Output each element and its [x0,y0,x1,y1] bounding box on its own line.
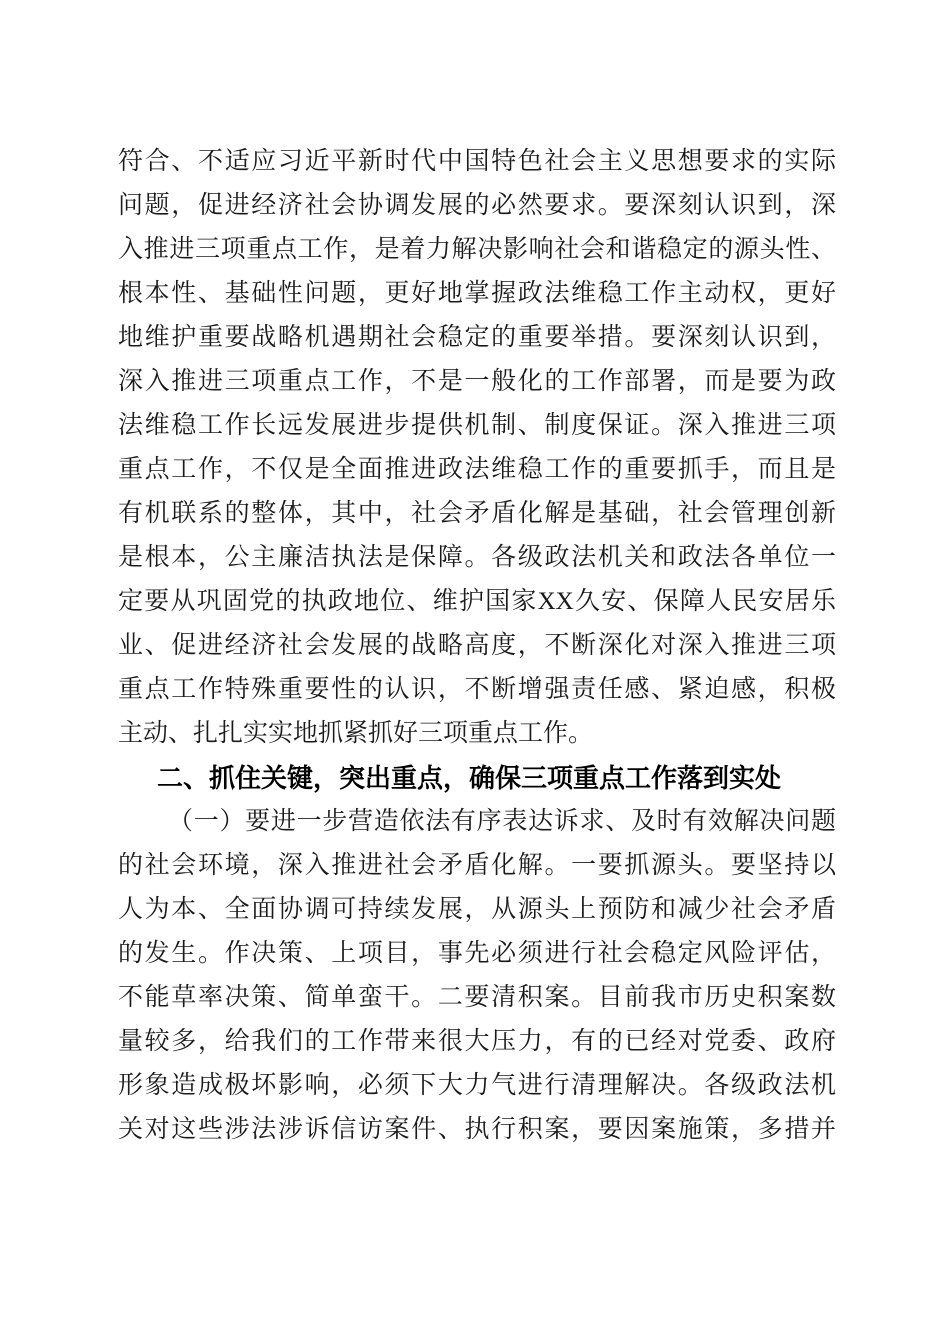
text-line: 深入推进三项重点工作，不是一般化的工作部署，而是要为政 [118,368,836,395]
text-line: 关对这些涉法涉诉信访案件、执行积案，要因案施策，多措并 [118,1116,836,1143]
text-line: （一）要进一步营造依法有序表达诉求、及时有效解决问题 [168,808,836,835]
text-line: 法维稳工作长远发展进步提供机制、制度保证。深入推进三项 [118,412,836,439]
text-line: 是根本，公主廉洁执法是保障。各级政法机关和政法各单位一 [118,544,836,571]
text-line: 定要从巩固党的执政地位、维护国家XX久安、保障人民安居乐 [118,588,836,615]
text-line: 人为本、全面协调可持续发展，从源头上预防和减少社会矛盾 [118,896,836,923]
text-line: 业、促进经济社会发展的战略高度，不断深化对深入推进三项 [118,632,836,659]
document-body [118,140,836,1152]
text-line: 符合、不适应习近平新时代中国特色社会主义思想要求的实际 [118,148,836,175]
text-line: 根本性、基础性问题，更好地掌握政法维稳工作主动权，更好 [118,280,836,307]
text-line: 重点工作，不仅是全面推进政法维稳工作的重要抓手，而且是 [118,456,836,483]
text-line: 地维护重要战略机遇期社会稳定的重要举措。要深刻认识到， [118,324,836,351]
text-line: 的发生。作决策、上项目，事先必须进行社会稳定风险评估， [118,940,836,967]
section-heading: 二、抓住关键，突出重点，确保三项重点工作落到实处 [157,763,782,793]
text-line: 量较多，给我们的工作带来很大压力，有的已经对党委、政府 [118,1028,836,1055]
text-line: 有机联系的整体，其中，社会矛盾化解是基础，社会管理创新 [118,500,836,527]
text-line: 不能草率决策、简单蛮干。二要清积案。目前我市历史积案数 [118,984,836,1011]
text-line: 问题，促进经济社会协调发展的必然要求。要深刻认识到，深 [118,192,836,219]
text-line: 的社会环境，深入推进社会矛盾化解。一要抓源头。要坚持以 [118,852,836,879]
text-line: 重点工作特殊重要性的认识，不断增强责任感、紧迫感，积极 [118,676,836,703]
text-line: 主动、扎扎实实地抓紧抓好三项重点工作。 [118,720,594,747]
text-line: 形象造成极坏影响，必须下大力气进行清理解决。各级政法机 [118,1072,836,1099]
text-line: 入推进三项重点工作，是着力解决影响社会和谐稳定的源头性、 [118,236,836,263]
